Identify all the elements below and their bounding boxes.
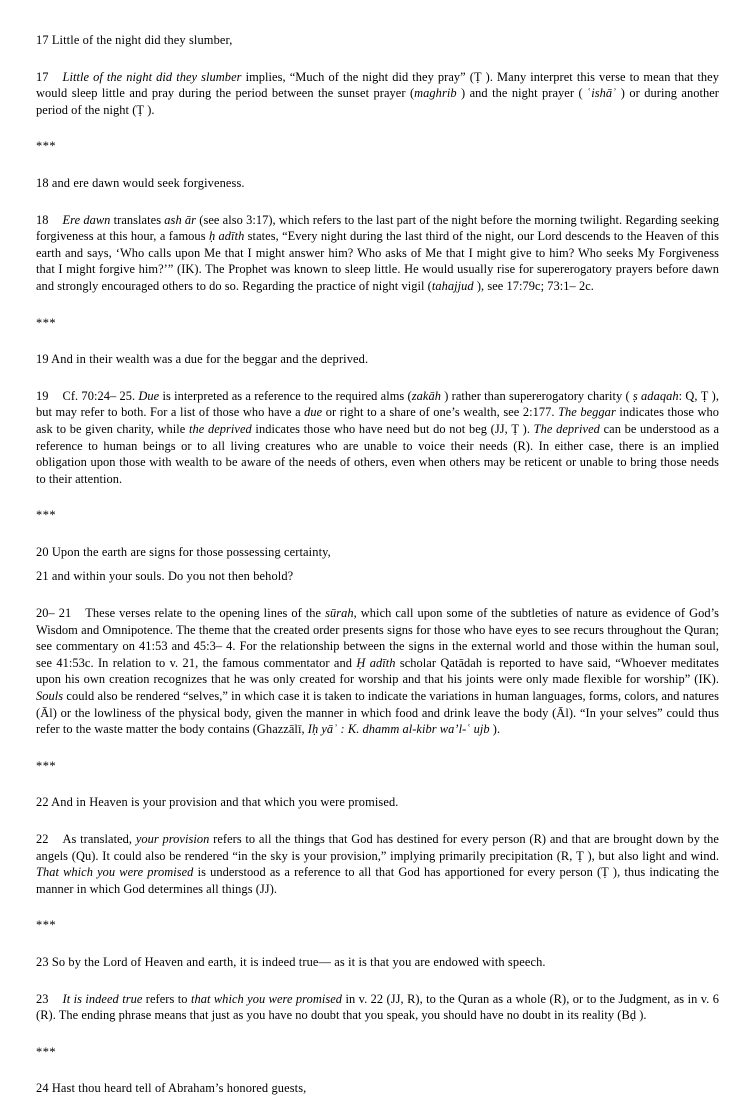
body-text: can be understood as a reference to human beings or to all living creatures who are unable to voice their needs (R). In either case, there is an implied obligation upon those with wealth to be aware of the needs of others, even when others may be reticent or unable to bring those needs to their attention. [36,421,720,486]
body-text: ) or during another period of the night (Ṭ ). [36,86,719,117]
section-separator-6: *** [36,1044,57,1059]
verse-17: 17 Little of the night did they slumber, [36,33,233,47]
emphasis-text: Souls [36,689,64,704]
emphasis-text: ṣ adaqah [632,388,679,403]
body-text: ) rather than supererogatory charity ( [440,388,633,403]
emphasis-text: The beggar [558,405,616,420]
body-text: implies, “Much of the night did they pray” (Ṭ ). Many interpret this verse to mean that they would sleep little and pray during the period between the sunset prayer ( [36,69,719,101]
body-text: or right to a share of one’s wealth, see 2:177. [322,405,559,420]
emphasis-text: Ere dawn [62,212,111,227]
emphasis-text: zakāh [411,388,441,403]
body-text: As translated, [62,832,136,846]
body-text: refers to all the things that God has destined for every person (R) and that are brought down by the angels (Qu). It could also be rendered “in the sky is your provision,” implying primarily precipitation (R, Ṭ ), but also light and wind. [36,832,719,863]
commentary-number: 18 [36,212,49,227]
commentary-number: 23 [36,991,49,1006]
emphasis-text: Little of the night did they slumber [62,69,242,84]
verse-24: 24 Hast thou heard tell of Abraham’s honored guests, [36,1081,307,1096]
verse-18: 18 and ere dawn would seek forgiveness. [36,175,245,190]
body-text: Cf. 70:24– 25. [62,388,139,403]
body-text: indicates those who ask to be given charity, while [36,405,719,436]
section-separator-2: *** [36,315,57,330]
body-text: could also be rendered “selves,” in which case it is taken to indicate the variations in human languages, forms, colors, and natures (Āl) or the lowliness of the physical body, given the manner in which food and drink leave the body (Āl). “In your selves” could thus refer to the waste matter the body contains (Ghazzālī, [36,689,719,737]
commentary-number: 20– 21 [36,606,72,621]
emphasis-text: due [304,405,323,420]
section-separator-1: *** [36,139,57,154]
body-text: refers to [142,991,191,1006]
section-separator-5: *** [36,918,57,933]
emphasis-text: maghrib [414,86,457,101]
body-text: These verses relate to the opening lines of the [85,606,326,621]
section-separator-4: *** [36,758,57,773]
commentary-20-21 [36,605,719,738]
section-separator-3: *** [36,508,57,523]
body-text: is interpreted as a reference to the required alms ( [159,388,412,403]
commentary-number: 22 [36,832,49,846]
emphasis-text: your provision [135,832,210,846]
body-text: is understood as a reference to all that God has apportioned for every person (Ṭ ), thus indicating the manner in which God determines all things (JJ). [36,865,720,896]
body-text: indicates those who have need but do not beg (JJ, Ṭ ). [251,421,534,436]
body-text: (see also 3:17), which refers to the last part of the night before the morning twilight. Regarding seeking forgiveness at this hour, a famous [36,212,720,244]
commentary-19 [36,388,719,488]
emphasis-text: ḥ adīth [208,229,245,244]
emphasis-text: Iḥ yāʾ : K. dhamm al-kibr wa’l-ʿ ujb [307,722,490,737]
body-text: , which call upon some of the subtleties of nature as evidence of God’s Wisdom and Omnipotence. The theme that the created order presents signs for those who have eyes to see recurs throughout the Quran; see commentary on 41:53 and 45:3– 4. For the relationship between the signs in the external world and those within the human soul, see 41:53c. In relation to v. 21, the famous commentator and [36,606,719,670]
body-text: in v. 22 (JJ, R), to the Quran as a whole (R), or to the Judgment, as in v. 6 (R). The ending phrase means that just as you have no doubt that you speak, you should have no doubt in its reality (Bḍ ). [36,991,719,1023]
body-text: scholar Qatādah is reported to have said, “Whoever meditates upon his own creation recognizes that he was only created for worship and that his joints were only made flexible for worship” (IK). [36,655,719,687]
emphasis-text: the deprived [188,421,252,436]
emphasis-text: ash ār [164,212,197,227]
emphasis-text: It is indeed true [62,991,143,1006]
body-text: states, “Every night during the last third of the night, our Lord descends to the Heaven of this earth and says, ‘Who calls upon Me that I might answer him? Who asks of Me that I might give to him? Who seeks My Forgiveness that I might forgive him?’” (IK). The Prophet was known to sleep little. He would usually rise for supererogatory prayers before dawn and strongly encouraged others to do so. Regarding the practice of night vigil ( [36,229,719,293]
body-text: translates [110,212,165,227]
emphasis-text: tahajjud [431,278,474,293]
verse-21: 21 and within your souls. Do you not then behold? [36,569,294,584]
emphasis-text: Ḥ adīth [356,655,396,670]
commentary-17 [36,69,719,119]
commentary-number: 19 [36,388,49,403]
body-text: ). [489,722,501,737]
verse-19: 19 And in their wealth was a due for the beggar and the deprived. [36,352,369,367]
commentary-18 [36,212,719,295]
commentary-22 [36,831,719,897]
body-text: : Q, Ṭ ), but may refer to both. For a list of those who have a [36,388,719,420]
emphasis-text: That which you were promised [36,865,194,880]
verse-22: 22 And in Heaven is your provision and that which you were promised. [36,795,399,810]
emphasis-text: that which you were promised [190,991,343,1006]
body-text: ), see 17:79c; 73:1– 2c. [473,278,594,293]
commentary-number: 17 [36,69,49,84]
emphasis-text: The deprived [533,421,600,436]
emphasis-text: ishāʾ [591,86,617,101]
commentary-23 [36,991,719,1024]
verse-23: 23 So by the Lord of Heaven and earth, it is indeed true— as it is that you are endowed with speech. [36,954,546,969]
body-text: ) and the night prayer ( ʿ [456,86,592,101]
emphasis-text: sūrah [325,606,354,621]
emphasis-text: Due [138,388,160,403]
verse-20: 20 Upon the earth are signs for those possessing certainty, [36,544,331,559]
page-content [36,32,719,1097]
